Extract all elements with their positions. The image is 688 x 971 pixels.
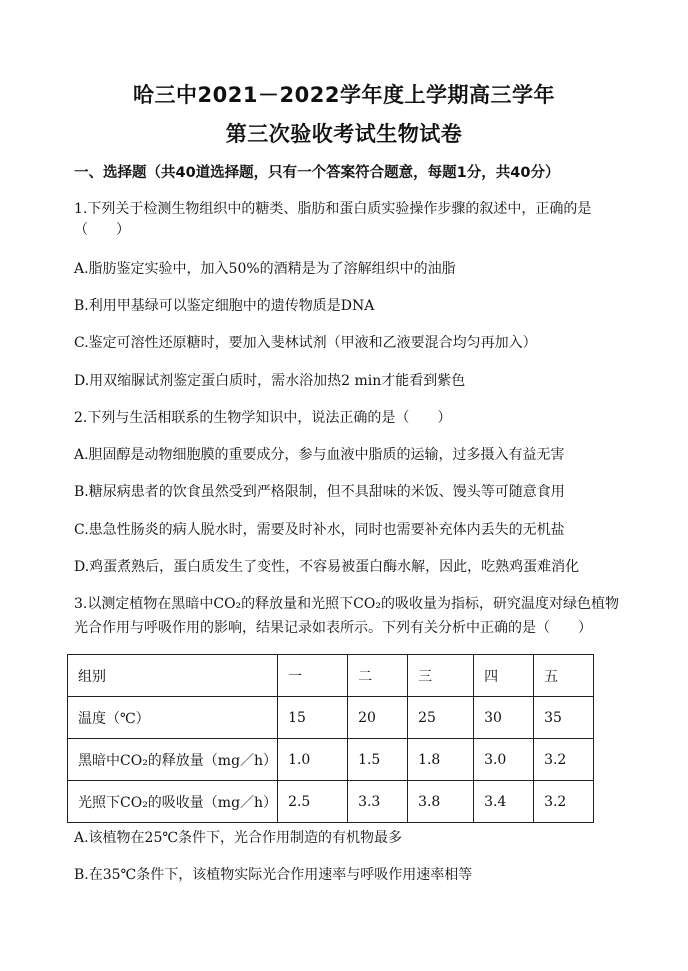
table-cell: 3.2	[534, 739, 594, 781]
table-cell: 1.8	[408, 739, 474, 781]
table-cell: 四	[474, 655, 534, 697]
question-2-option-b: B.糖尿病患者的饮食虽然受到严格限制，但不具甜味的米饭、馒头等可随意食用	[74, 484, 565, 500]
section-heading: 一、选择题（共40道选择题，只有一个答案符合题意，每题1分，共40分）	[74, 165, 560, 181]
question-1-option-d: D.用双缩脲试剂鉴定蛋白质时，需水浴加热2 min才能看到紫色	[74, 373, 466, 389]
table-row	[68, 739, 594, 781]
question-2-option-c: C.患急性肠炎的病人脱水时，需要及时补水，同时也需要补充体内丢失的无机盐	[74, 522, 565, 538]
question-3-option-a: A.该植物在25℃条件下，光合作用制造的有机物最多	[74, 830, 403, 846]
question-1-option-c: C.鉴定可溶性还原糖时，要加入斐林试剂（甲液和乙液要混合均匀再加入）	[74, 335, 537, 351]
question-1-option-a: A.脂肪鉴定实验中，加入50%的酒精是为了溶解组织中的油脂	[74, 261, 456, 277]
table-row	[68, 655, 594, 697]
table-cell: 20	[348, 697, 408, 739]
table-cell: 温度（℃）	[68, 697, 278, 739]
question-2-stem: 2.下列与生活相联系的生物学知识中，说法正确的是（ ）	[74, 410, 452, 426]
table-cell: 3.4	[474, 781, 534, 823]
table-cell: 1.5	[348, 739, 408, 781]
table-cell: 黑暗中CO₂的释放量（mg／h）	[68, 739, 278, 781]
table-cell: 3.2	[534, 781, 594, 823]
table-cell: 3.3	[348, 781, 408, 823]
table-cell: 25	[408, 697, 474, 739]
question-2-option-a: A.胆固醇是动物细胞膜的重要成分，参与血液中脂质的运输，过多摄入有益无害	[74, 447, 565, 463]
question-3-stem-line2: 光合作用与呼吸作用的影响，结果记录如表所示。下列有关分析中正确的是（ ）	[74, 620, 592, 636]
table-row	[68, 697, 594, 739]
question-2-option-d: D.鸡蛋煮熟后，蛋白质发生了变性，不容易被蛋白酶水解，因此，吃熟鸡蛋难消化	[74, 559, 580, 575]
question-1-stem: 1.下列关于检测生物组织中的糖类、脂肪和蛋白质实验操作步骤的叙述中，正确的是	[74, 201, 592, 217]
table-cell: 三	[408, 655, 474, 697]
exam-title-line2: 第三次验收考试生物试卷	[225, 122, 463, 146]
table-cell: 15	[278, 697, 348, 739]
results-table	[67, 654, 594, 823]
table-row	[68, 781, 594, 823]
table-cell: 五	[534, 655, 594, 697]
table-cell: 30	[474, 697, 534, 739]
question-3-option-b: B.在35℃条件下，该植物实际光合作用速率与呼吸作用速率相等	[74, 867, 473, 883]
question-1-stem-bracket: （ ）	[74, 222, 130, 238]
table-cell: 3.0	[474, 739, 534, 781]
table-cell: 1.0	[278, 739, 348, 781]
question-1-option-b: B.利用甲基绿可以鉴定细胞中的遗传物质是DNA	[74, 298, 375, 314]
question-3-stem: 3.以测定植物在黑暗中CO₂的释放量和光照下CO₂的吸收量为指标，研究温度对绿色植物	[74, 596, 619, 612]
table-cell: 3.8	[408, 781, 474, 823]
table-cell: 2.5	[278, 781, 348, 823]
table-cell: 光照下CO₂的吸收量（mg／h）	[68, 781, 278, 823]
table-cell: 组别	[68, 655, 278, 697]
table-cell: 二	[348, 655, 408, 697]
exam-title-line1: 哈三中2021－2022学年度上学期高三学年	[133, 83, 555, 107]
table-cell: 一	[278, 655, 348, 697]
table-cell: 35	[534, 697, 594, 739]
